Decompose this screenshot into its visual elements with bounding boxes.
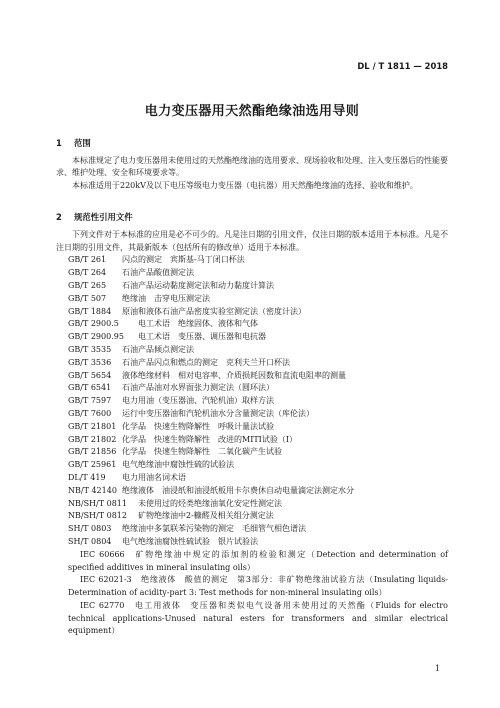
reference-code: GB/T 7600 — [68, 408, 112, 418]
reference-item — [56, 331, 448, 344]
reference-title: 闪点的测定 宾斯基-马丁闭口杯法 — [122, 255, 245, 265]
reference-code: GB/T 265 — [68, 280, 107, 290]
reference-item — [56, 472, 448, 485]
reference-code: GB/T 21802 — [68, 434, 117, 444]
reference-code: GB/T 21856 — [68, 447, 117, 457]
reference-title: 原油和液体石油产品密度实验室测定法（密度计法） — [122, 306, 306, 316]
reference-title: 电工用液体 变压器和类似电气设备用未使用过的天然酯（Fluids for electro technical applications-Unused natural esters for transformers and similar electrical equipment） — [68, 600, 448, 636]
iec-reference-item — [56, 549, 448, 575]
section-normative-references — [56, 211, 448, 638]
reference-title: 石油产品闪点和燃点的测定 克利夫兰开口杯法 — [122, 357, 290, 367]
reference-title: 运行中变压器油和汽轮机油水分含量测定法（库伦法） — [122, 408, 314, 418]
reference-item — [56, 446, 448, 459]
section-heading — [56, 211, 448, 224]
section-number: 2 — [56, 211, 62, 222]
reference-title: 矿物绝缘油中2-糠醛及相关组分测定法 — [138, 511, 274, 521]
reference-list — [56, 254, 448, 548]
reference-code: GB/T 2900.95 — [68, 332, 124, 342]
reference-code: GB/T 264 — [68, 268, 107, 278]
reference-code: GB/T 3536 — [68, 357, 112, 367]
section-body — [56, 155, 448, 193]
document-title: 电力变压器用天然酯绝缘油选用导则 — [144, 104, 360, 119]
section-number: 1 — [56, 137, 62, 148]
reference-title: 石油产品酸值测定法 — [122, 268, 194, 278]
reference-title: 电工术语 绝缘固体、液体和气体 — [138, 319, 258, 329]
reference-item — [56, 306, 448, 319]
reference-code: GB/T 6541 — [68, 383, 112, 393]
paragraph: 下列文件对于本标准的应用是必不可少的。凡是注日期的引用文件，仅注日期的版本适用于本标准。凡是不注日期的引用文件，其最新版本（包括所有的修改单）适用于本标准。 — [56, 229, 448, 252]
reference-code: GB/T 1884 — [68, 306, 112, 316]
reference-item — [56, 510, 448, 523]
reference-code: GB/T 7597 — [68, 396, 112, 406]
reference-code: SH/T 0804 — [68, 536, 112, 546]
reference-item — [56, 344, 448, 357]
reference-item — [56, 280, 448, 293]
reference-code: GB/T 507 — [68, 293, 107, 303]
reference-title: 绝缘油 击穿电压测定法 — [122, 293, 210, 303]
reference-title: 电气绝缘油腐蚀性硫试验 银片试验法 — [122, 536, 258, 546]
reference-title: 电气绝缘油中腐蚀性硫的试验法 — [122, 460, 234, 470]
reference-title: 石油产品油对水界面张力测定法（圆环法） — [122, 383, 274, 393]
reference-item — [56, 357, 448, 370]
reference-code: NB/SH/T 0811 — [68, 498, 127, 508]
reference-code: SH/T 0803 — [68, 524, 112, 534]
reference-title: 化学品 快速生物降解性 改进的MITI试验（I） — [122, 434, 298, 444]
section-title: 范围 — [74, 137, 91, 148]
reference-code: GB/T 2900.5 — [68, 319, 119, 329]
reference-code: IEC 62021-3 — [80, 575, 132, 585]
reference-item — [56, 421, 448, 434]
section-body — [56, 229, 448, 255]
reference-title: 电力用油（变压器油、汽轮机油）取样方法 — [122, 396, 274, 406]
reference-item — [56, 318, 448, 331]
standard-number: DL / T 1811 — 2018 — [357, 61, 448, 71]
reference-item — [56, 459, 448, 472]
reference-code: NB/T 42140 — [68, 485, 117, 495]
reference-title: 矿物绝缘油中规定的添加剂的检验和测定（Detection and determination of specified additives in mineral insulating oils） — [68, 549, 448, 572]
reference-item — [56, 254, 448, 267]
iec-reference-item — [56, 574, 448, 600]
section-title: 规范性引用文件 — [74, 211, 133, 222]
reference-item — [56, 536, 448, 549]
reference-code: GB/T 25961 — [68, 460, 117, 470]
reference-code: GB/T 3535 — [68, 344, 112, 354]
reference-item — [56, 434, 448, 447]
reference-title: 液体绝缘材料 相对电容率、介质损耗因数和直流电阻率的测量 — [122, 370, 346, 380]
reference-title: 绝缘液体 酸值的测定 第3部分：非矿物绝缘油试验方法（Insulating liquids-Determination of acidity-part 3: Test methods for non-mineral insulating oils） — [68, 575, 448, 598]
paragraph: 本标准规定了电力变压器用未使用过的天然酯绝缘油的选用要求、现场验收和处理、注入变压器后的性能要求、维护处理、安全和环境要求等。 — [56, 155, 448, 178]
reference-item — [56, 395, 448, 408]
reference-item — [56, 267, 448, 280]
reference-item — [56, 293, 448, 306]
reference-item — [56, 370, 448, 383]
reference-code: GB/T 21801 — [68, 421, 117, 431]
reference-code: IEC 62770 — [80, 600, 125, 610]
reference-code: NB/SH/T 0812 — [68, 511, 127, 521]
page-number: 1 — [434, 664, 440, 674]
reference-title: 电力用油名词术语 — [122, 472, 186, 482]
reference-item — [56, 485, 448, 498]
reference-code: DL/T 419 — [68, 472, 106, 482]
reference-title: 绝缘油中多氯联苯污染物的测定 毛细管气相色谱法 — [122, 524, 306, 534]
reference-item — [56, 523, 448, 536]
reference-item — [56, 382, 448, 395]
section-scope — [56, 137, 448, 193]
reference-title: 未使用过的烃类绝缘油氧化安定性测定法 — [138, 498, 282, 508]
reference-code: GB/T 261 — [68, 255, 107, 265]
reference-title: 绝缘液体 油浸纸和油浸纸板用卡尔费休自动电量滴定法测定水分 — [122, 485, 354, 495]
reference-title: 化学品 快速生物降解性 呼吸计量法试验 — [122, 421, 274, 431]
reference-code: IEC 60666 — [80, 549, 125, 559]
reference-title: 石油产品倾点测定法 — [122, 344, 194, 354]
reference-item — [56, 498, 448, 511]
reference-title: 化学品 快速生物降解性 二氧化碳产生试验 — [122, 447, 282, 457]
reference-item — [56, 408, 448, 421]
reference-title: 电工术语 变压器、调压器和电抗器 — [138, 332, 266, 342]
section-heading — [56, 137, 448, 150]
paragraph: 本标准适用于220kV及以下电压等级电力变压器（电抗器）用天然酯绝缘油的选择、验收和维护。 — [72, 181, 418, 191]
reference-title: 石油产品运动黏度测定法和动力黏度计算法 — [122, 280, 274, 290]
reference-code: GB/T 5654 — [68, 370, 112, 380]
iec-reference-item — [56, 600, 448, 638]
